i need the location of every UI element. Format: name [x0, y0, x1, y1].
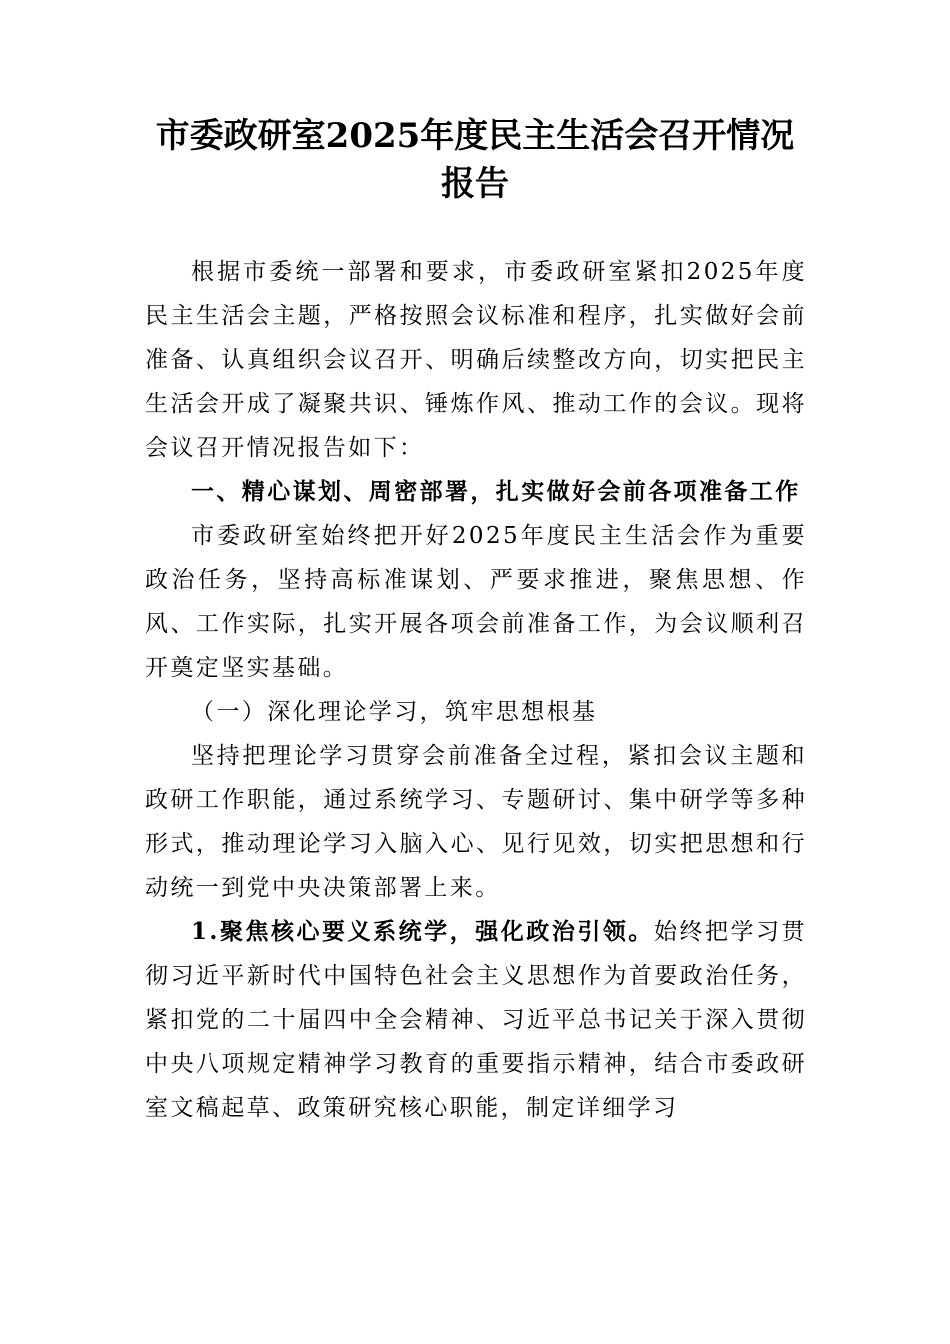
numbered-item-1-lead: 1.聚焦核心要义系统学，强化政治引领。: [191, 918, 654, 945]
subsection-1-paragraph: 坚持把理论学习贯穿会前准备全过程，紧扣会议主题和政研工作职能，通过系统学习、专题研讨、集中研学等多种形式，推动理论学习入脑入心、见行见效，切实把思想和行动统一到党中央决策部署上来。: [145, 743, 807, 901]
numbered-item-1: [145, 910, 807, 1130]
subsection-heading-1: （一）深化理论学习，筑牢思想根基: [191, 699, 598, 725]
section-heading-1: 一、精心谋划、周密部署，扎实做好会前各项准备工作: [191, 478, 801, 505]
document-body: [145, 250, 807, 1130]
numbered-item-1-body: 始终把学习贯彻习近平新时代中国特色社会主义思想作为首要政治任务，紧扣党的二十届四中全会精神、习近平总书记关于深入贯彻中央八项规定精神学习教育的重要指示精神，结合市委政研室文稿起草、政策研究核心职能，制定详细学习: [145, 919, 807, 1121]
section-1-paragraph: 市委政研室始终把开好2025年度民主生活会作为重要政治任务，坚持高标准谋划、严要求推进，聚焦思想、作风、工作实际，扎实开展各项会前准备工作，为会议顺利召开奠定坚实基础。: [145, 523, 807, 681]
intro-paragraph: 根据市委统一部署和要求，市委政研室紧扣2025年度民主生活会主题，严格按照会议标准和程序，扎实做好会前准备、认真组织会议召开、明确后续整改方向，切实把民主生活会开成了凝聚共识、锤炼作风、推动工作的会议。现将会议召开情况报告如下：: [145, 259, 807, 461]
document-title: 市委政研室2025年度民主生活会召开情况报告: [155, 116, 795, 204]
